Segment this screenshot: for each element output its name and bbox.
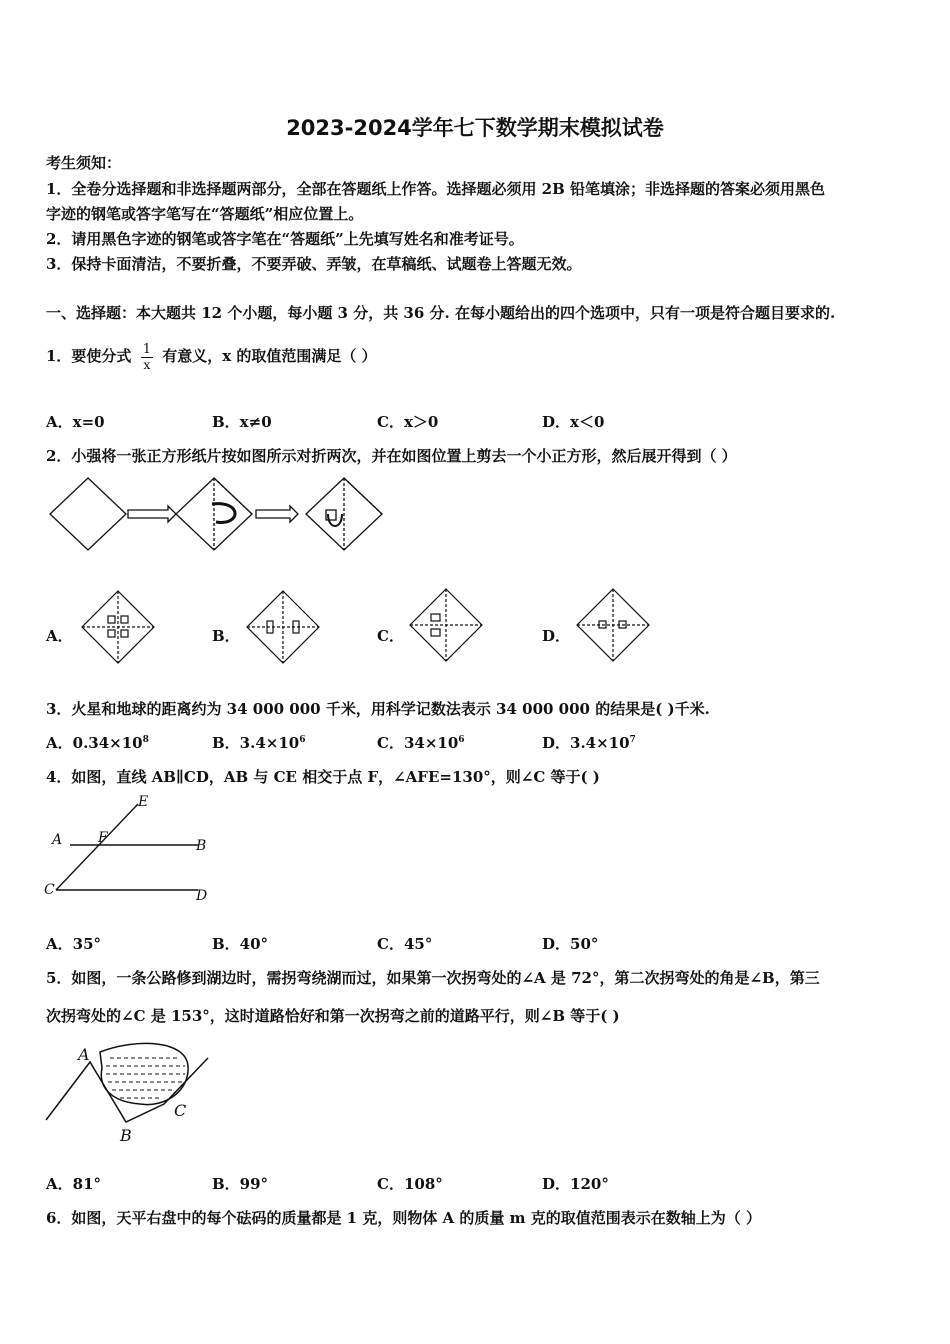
q5-option-c[interactable]: C．108° — [377, 1175, 443, 1193]
q5-option-a[interactable]: A．81° — [46, 1175, 102, 1193]
notice-item-3: 3．保持卡面清洁，不要折叠，不要弄破、弄皱，在草稿纸、试题卷上答题无效。 — [46, 255, 582, 273]
q2-option-a[interactable]: A． — [46, 627, 73, 645]
q4-option-b[interactable]: B．40° — [212, 935, 269, 953]
question-1-pre: 1．要使分式 — [46, 347, 132, 365]
q3-option-d-base: D．3.4×10 — [542, 734, 630, 752]
label-b: B — [120, 1126, 132, 1145]
question-6: 6．如图，天平右盘中的每个砝码的质量都是 1 克，则物体 A 的质量 m 克的取值范围表示在数轴上为（ ） — [46, 1209, 761, 1227]
fraction-denominator: x — [143, 357, 151, 372]
q3-option-b-exp: 6 — [299, 735, 306, 745]
q5-option-b[interactable]: B．99° — [212, 1175, 269, 1193]
label-a: A — [52, 832, 63, 848]
q3-option-a[interactable] — [46, 732, 149, 753]
q3-option-b-base: B．3.4×10 — [212, 734, 300, 752]
q2-option-c[interactable]: C． — [377, 627, 404, 645]
q2-folding-figure — [46, 474, 386, 554]
fraction — [141, 342, 153, 373]
q3-option-c-exp: 6 — [458, 735, 465, 745]
q3-option-c[interactable] — [377, 732, 465, 753]
q2-option-d-figure[interactable] — [575, 587, 651, 663]
q3-option-a-exp: 8 — [142, 735, 149, 745]
notice-item-1b: 字迹的钢笔或答字笔写在“答题纸”相应位置上。 — [46, 205, 364, 223]
q3-option-a-base: A．0.34×10 — [46, 734, 143, 752]
label-c: C — [44, 882, 55, 898]
question-1 — [46, 336, 377, 376]
question-4: 4．如图，直线 AB∥CD，AB 与 CE 相交于点 F，∠AFE=130°，则∠C 等于( ) — [46, 768, 600, 786]
label-d: D — [196, 888, 208, 904]
label-f: F — [98, 830, 108, 846]
q1-option-c[interactable]: C．x＞0 — [377, 413, 439, 431]
q2-option-b-figure[interactable] — [245, 589, 321, 665]
q4-parallel-lines-figure — [40, 792, 220, 912]
q3-option-c-base: C．34×10 — [377, 734, 459, 752]
q1-option-a[interactable]: A．x=0 — [46, 413, 105, 431]
label-c: C — [174, 1101, 187, 1120]
page-title: 2023-2024学年七下数学期末模拟试卷 — [286, 116, 664, 140]
q2-option-c-figure[interactable] — [408, 587, 484, 663]
q5-option-d[interactable]: D．120° — [542, 1175, 609, 1193]
label-b: B — [196, 838, 207, 854]
q4-option-a[interactable]: A．35° — [46, 935, 102, 953]
notice-item-1a: 1．全卷分选择题和非选择题两部分，全部在答题纸上作答。选择题必须用 2B 铅笔填涂；非选择题的答案必须用黑色 — [46, 180, 826, 198]
q4-option-c[interactable]: C．45° — [377, 935, 433, 953]
q1-option-d[interactable]: D．x＜0 — [542, 413, 605, 431]
question-5-line-2: 次拐弯处的∠C 是 153°，这时道路恰好和第一次拐弯之前的道路平行，则∠B 等于( ) — [46, 1007, 620, 1025]
section-heading: 一、选择题：本大题共 12 个小题，每小题 3 分，共 36 分. 在每小题给出的四个选项中，只有一项是符合题目要求的. — [46, 304, 836, 322]
q2-option-d[interactable]: D． — [542, 627, 571, 645]
q3-option-d-exp: 7 — [629, 735, 636, 745]
q3-option-b[interactable] — [212, 732, 305, 753]
question-2: 2．小强将一张正方形纸片按如图所示对折两次，并在如图位置上剪去一个小正方形，然后展开得到（ ） — [46, 447, 737, 465]
fraction-numerator: 1 — [142, 341, 151, 357]
notice-item-2: 2．请用黑色字迹的钢笔或答字笔在“答题纸”上先填写姓名和准考证号。 — [46, 230, 524, 248]
q5-road-lake-figure — [40, 1036, 220, 1148]
question-3: 3．火星和地球的距离约为 34 000 000 千米，用科学记数法表示 34 000 000 的结果是( )千米. — [46, 700, 710, 718]
q1-option-b[interactable]: B．x≠0 — [212, 413, 272, 431]
q3-option-d[interactable] — [542, 732, 636, 753]
label-a: A — [78, 1045, 90, 1064]
notice-header: 考生须知： — [46, 154, 122, 172]
question-5-line-1: 5．如图，一条公路修到湖边时，需拐弯绕湖而过，如果第一次拐弯处的∠A 是 72°，第二次拐弯处的角是∠B，第三 — [46, 969, 820, 987]
q2-option-a-figure[interactable] — [80, 589, 156, 665]
question-1-post: 有意义，x 的取值范围满足（ ） — [162, 347, 377, 365]
label-e: E — [138, 794, 149, 810]
q4-option-d[interactable]: D．50° — [542, 935, 599, 953]
q2-option-b[interactable]: B． — [212, 627, 240, 645]
